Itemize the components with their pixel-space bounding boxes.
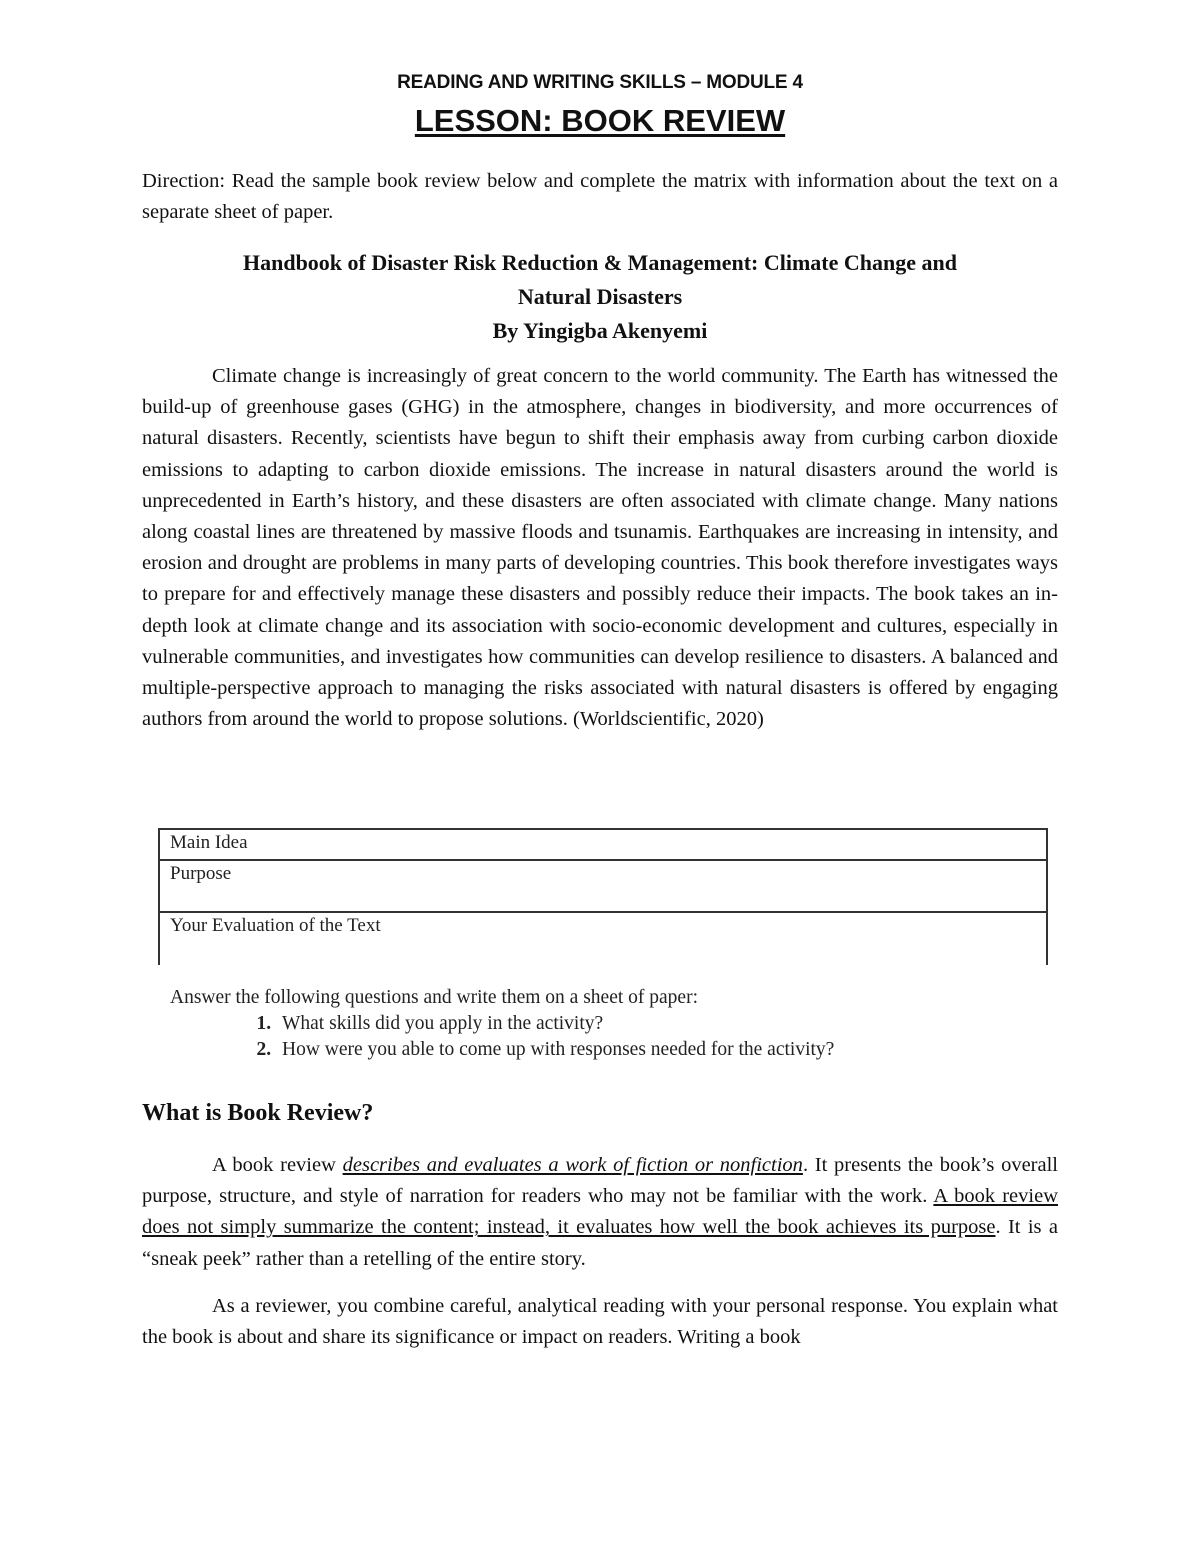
matrix-row: [159, 860, 1047, 912]
book-title-line1: Handbook of Disaster Risk Reduction & Management: Climate Change and: [242, 250, 957, 275]
questions-block: [170, 985, 834, 1063]
matrix-answer-cell: [480, 912, 1047, 965]
definition-paragraph: [142, 1150, 1058, 1275]
matrix-table: [158, 828, 1048, 965]
book-title-line2: Natural Disasters: [517, 284, 683, 309]
matrix-row: [159, 829, 1047, 860]
questions-intro: Answer the following questions and write them on a sheet of paper:: [170, 987, 698, 1008]
matrix-label: Main Idea: [159, 829, 480, 860]
book-title-block: [142, 246, 1058, 348]
text-run: . It presents the book’s overall purpose, structure, and style of narration for readers who may not be familiar with the work.: [142, 1154, 1059, 1208]
question-item: 1. What skills did you apply in the activity?: [276, 1011, 834, 1037]
lesson-title: LESSON: BOOK REVIEW: [414, 103, 786, 138]
text-run: A book review: [212, 1154, 343, 1176]
reviewer-paragraph: As a reviewer, you combine careful, analytical reading with your personal response. You explain what the book is about and share its significance or impact on readers. Writing a book: [142, 1295, 1058, 1349]
module-header: READING AND WRITING SKILLS – MODULE 4: [397, 72, 803, 93]
emphasis-text: describes and evaluates a work of fiction or nonfiction: [342, 1154, 803, 1176]
sample-review: Climate change is increasingly of great concern to the world community. The Earth has witnessed the build-up of greenhouse gases (GHG) in the atmosphere, changes in biodiversity, and more occurrences of natural disasters. Recently, scientists have begun to shift their emphasis away from curbing carbon dioxide emissions to adapting to carbon dioxide emissions. The increase in natural disasters around the world is unprecedented in Earth’s history, and these disasters are often associated with climate change. Many nations along coastal lines are threatened by massive floods and tsunamis. Earthquakes are increasing in intensity, and erosion and drought are problems in many parts of developing countries. This book therefore investigates ways to prepare for and effectively manage these disasters and possibly reduce their impacts. The book takes an in-depth look at climate change and its association with socio-economic development and cultures, especially in vulnerable communities, and investigates how communities can develop resilience to disasters. A balanced and multiple-perspective approach to managing the risks associated with natural disasters is offered by engaging authors from around the world to propose solutions. (Worldscientific, 2020): [142, 365, 1058, 731]
matrix-label: Purpose: [159, 860, 480, 912]
questions-list: [170, 1011, 834, 1063]
section-heading: What is Book Review?: [142, 1100, 374, 1126]
text-run: . It is a “sneak peek” rather than a retelling of the entire story.: [142, 1216, 1058, 1270]
matrix-answer-cell: [480, 860, 1047, 912]
matrix-row: [159, 912, 1047, 965]
matrix-label: Your Evaluation of the Text: [159, 912, 480, 965]
question-item: 2. How were you able to come up with responses needed for the activity?: [276, 1037, 834, 1063]
matrix-answer-cell: [480, 829, 1047, 860]
direction-text: Direction: Read the sample book review below and complete the matrix with information about the text on a separate sheet of paper.: [142, 170, 1058, 224]
underlined-text: A book review does not simply summarize the content; instead, it evaluates how well the book achieves its purpose: [142, 1185, 1058, 1239]
book-author: By Yingigba Akenyemi: [492, 318, 708, 343]
